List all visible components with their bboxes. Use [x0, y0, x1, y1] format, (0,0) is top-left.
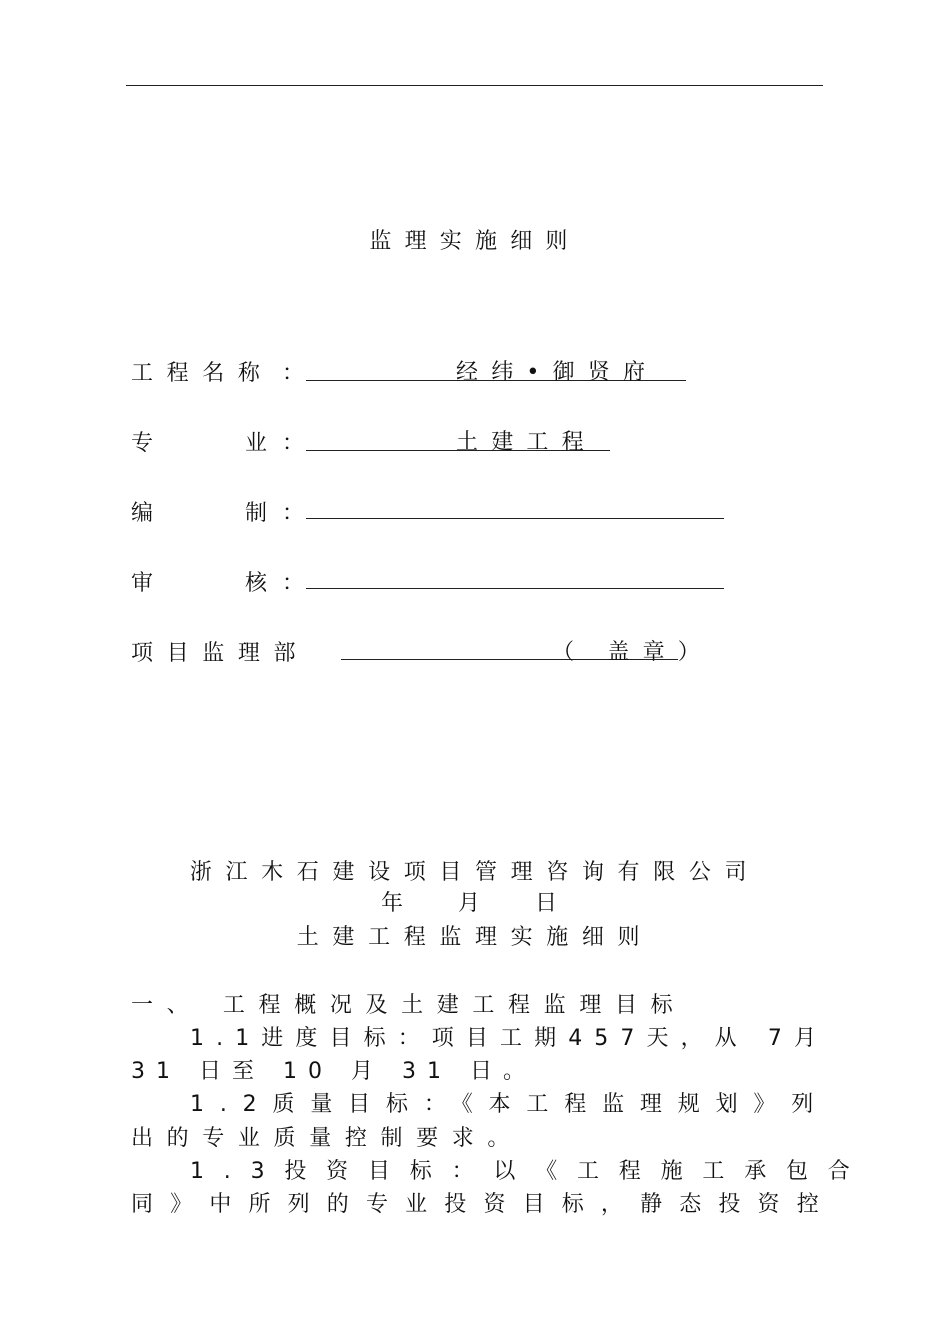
project-name-label: 工程名称 [131, 361, 274, 386]
para-1-3-line-2: 同》中所列的专业投资目标，静态投资控 [131, 1192, 836, 1217]
date-month: 月 [458, 891, 481, 916]
specialty-colon: ： [282, 431, 305, 456]
compiler-label-b: 制 [245, 501, 268, 526]
para-1-2-line-2: 出的专业质量控制要求。 [131, 1126, 524, 1151]
specialty-label-a: 专 [131, 431, 154, 456]
reviewer-underline [306, 588, 724, 589]
compiler-colon: ： [282, 501, 305, 526]
date-day: 日 [535, 891, 558, 916]
dept-value: （ 盖章） [552, 640, 713, 665]
specialty-value: 土建工程 [456, 430, 597, 455]
project-name-colon: ： [282, 361, 305, 386]
reviewer-colon: ： [282, 571, 305, 596]
section-1-heading: 一、 工程概况及土建工程监理目标 [131, 993, 687, 1018]
compiler-label-a: 编 [131, 501, 154, 526]
doc-title: 土建工程监理实施细则 [296, 925, 654, 950]
para-1-2-line-1: 1.2质量目标：《本工程监理规划》列 [190, 1092, 830, 1117]
para-1-1-line-1: 1.1进度目标：项目工期457天，从 7月 [190, 1026, 829, 1051]
compiler-underline [306, 518, 724, 519]
reviewer-label-b: 核 [245, 571, 268, 596]
dept-label: 项目监理部 [131, 641, 310, 666]
header-rule [126, 85, 823, 86]
para-1-3-line-1: 1.3投资目标：以《工程施工承包合 [190, 1159, 870, 1184]
reviewer-label-a: 审 [131, 571, 154, 596]
project-name-value: 经纬•御贤府 [456, 360, 659, 385]
specialty-label-b: 业 [245, 431, 268, 456]
cover-title: 监理实施细则 [369, 229, 581, 254]
date-year: 年 [381, 891, 404, 916]
para-1-1-line-2: 31 日至 10 月 31 日。 [131, 1059, 536, 1084]
company-name: 浙江木石建设项目管理咨询有限公司 [189, 860, 761, 885]
